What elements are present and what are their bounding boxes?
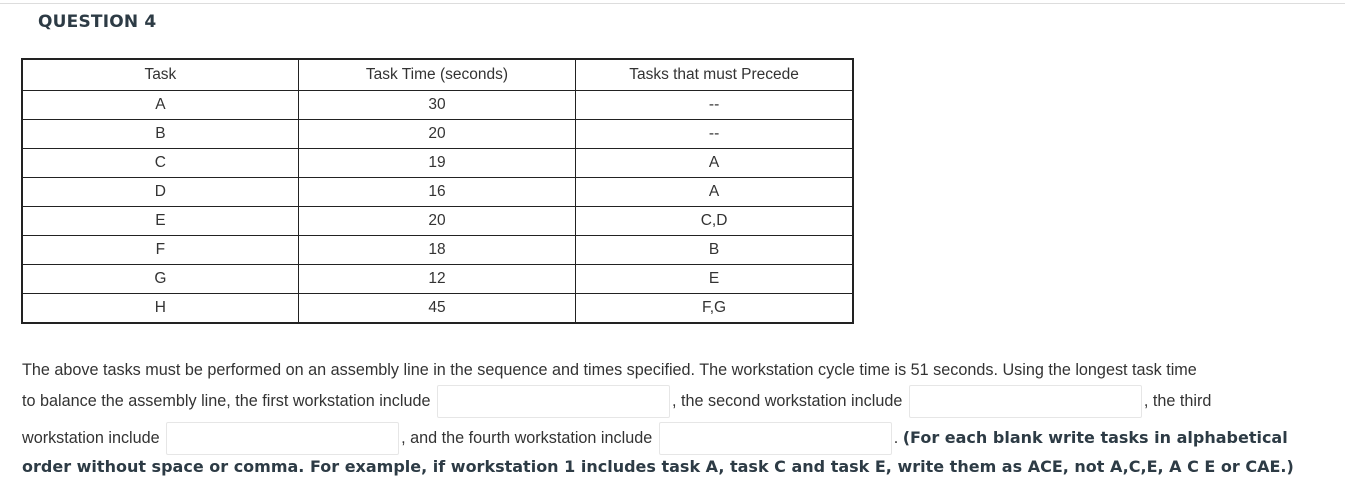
task-table <box>21 58 854 324</box>
prompt-text-period: . <box>893 428 903 447</box>
cell-time: 45 <box>298 294 575 324</box>
cell-precede: A <box>576 178 853 207</box>
cell-time: 18 <box>298 236 575 265</box>
prompt-line-4 <box>22 452 1322 482</box>
prompt-text-first-workstation: to balance the assembly line, the first workstation include <box>22 391 431 410</box>
cell-precede: -- <box>576 120 853 149</box>
cell-time: 20 <box>298 207 575 236</box>
cell-task: H <box>22 294 298 324</box>
cell-task: E <box>22 207 298 236</box>
column-header-precede: Tasks that must Precede <box>576 59 853 91</box>
column-header-task-time: Task Time (seconds) <box>298 59 575 91</box>
prompt-text-fourth-workstation: , and the fourth workstation include <box>401 428 653 447</box>
instruction-text-end: order without space or comma. For example, if workstation 1 includes task A, task C and task E, write them as ACE, not A,C,E, A C E or CAE.) <box>22 457 1294 476</box>
workstation-4-answer-input[interactable] <box>659 422 892 455</box>
prompt-text-second-workstation: , the second workstation include <box>672 391 903 410</box>
cell-precede: C,D <box>576 207 853 236</box>
cell-precede: A <box>576 149 853 178</box>
prompt-text-third: , the third <box>1143 391 1212 410</box>
table-row <box>22 178 853 207</box>
cell-task: B <box>22 120 298 149</box>
question-title: QUESTION 4 <box>38 12 157 32</box>
cell-precede: F,G <box>576 294 853 324</box>
cell-task: F <box>22 236 298 265</box>
table-row <box>22 294 853 324</box>
table-row <box>22 91 853 120</box>
cell-task: D <box>22 178 298 207</box>
question-prompt <box>22 355 1322 482</box>
cell-precede: -- <box>576 91 853 120</box>
table-row <box>22 207 853 236</box>
prompt-line-3 <box>22 422 1322 452</box>
cell-time: 12 <box>298 265 575 294</box>
cell-time: 20 <box>298 120 575 149</box>
workstation-3-answer-input[interactable] <box>166 422 399 455</box>
table-row <box>22 236 853 265</box>
workstation-1-answer-input[interactable] <box>437 385 670 418</box>
prompt-line-1: The above tasks must be performed on an assembly line in the sequence and times specified. The workstation cycle time is 51 seconds. Using the longest task time <box>22 361 1197 379</box>
instruction-text-start: (For each blank write tasks in alphabetical <box>902 427 1288 447</box>
cell-precede: B <box>576 236 853 265</box>
column-header-task: Task <box>22 59 298 91</box>
table-row <box>22 120 853 149</box>
workstation-2-answer-input[interactable] <box>909 385 1142 418</box>
cell-task: C <box>22 149 298 178</box>
prompt-text-workstation-include: workstation include <box>22 428 160 447</box>
cell-time: 16 <box>298 178 575 207</box>
top-divider <box>0 3 1345 4</box>
prompt-line-2 <box>22 385 1322 415</box>
cell-precede: E <box>576 265 853 294</box>
table-row <box>22 265 853 294</box>
table-row <box>22 149 853 178</box>
cell-time: 30 <box>298 91 575 120</box>
cell-task: G <box>22 265 298 294</box>
cell-time: 19 <box>298 149 575 178</box>
table-header-row <box>22 59 853 91</box>
cell-task: A <box>22 91 298 120</box>
